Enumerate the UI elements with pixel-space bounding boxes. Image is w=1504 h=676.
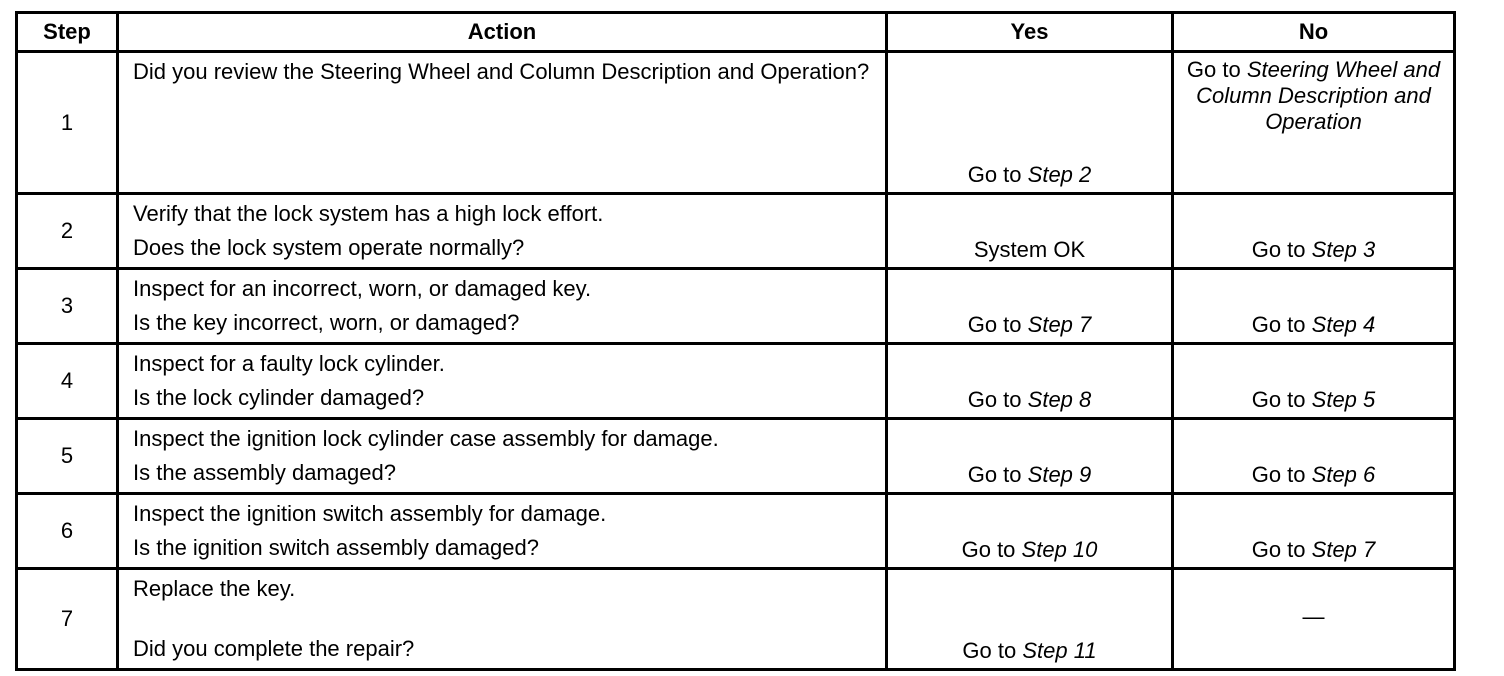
action-question: Is the assembly damaged? xyxy=(133,460,396,485)
yes-step-link[interactable]: Step 8 xyxy=(1027,387,1092,412)
step-number: 4 xyxy=(17,344,118,419)
yes-cell xyxy=(887,569,1173,670)
yes-prefix: Go to xyxy=(967,162,1022,187)
action-instruction: Verify that the lock system has a high lock effort. xyxy=(133,201,604,226)
yes-cell xyxy=(887,269,1173,344)
no-prefix: Go to xyxy=(1251,237,1306,262)
yes-step-link[interactable]: Step 9 xyxy=(1027,462,1092,487)
yes-cell xyxy=(887,52,1173,194)
action-question: Did you complete the repair? xyxy=(133,636,415,661)
header-step: Step xyxy=(17,13,118,52)
no-cell xyxy=(1173,52,1455,194)
yes-step-link[interactable]: Step 2 xyxy=(1027,162,1092,187)
step-number: 7 xyxy=(17,569,118,670)
no-step-link[interactable]: Step 4 xyxy=(1311,312,1376,337)
yes-step-link[interactable]: Step 7 xyxy=(1027,312,1092,337)
action-instruction: Replace the key. xyxy=(133,576,296,601)
step-number: 5 xyxy=(17,419,118,494)
yes-prefix: Go to xyxy=(967,462,1022,487)
header-yes: Yes xyxy=(887,13,1173,52)
no-cell xyxy=(1173,344,1455,419)
action-cell xyxy=(118,494,887,569)
yes-cell xyxy=(887,494,1173,569)
no-cell xyxy=(1173,269,1455,344)
action-question: Is the lock cylinder damaged? xyxy=(133,385,425,410)
no-step-link[interactable]: Step 5 xyxy=(1311,387,1376,412)
action-cell xyxy=(118,569,887,670)
yes-step-link[interactable]: Step 11 xyxy=(1022,638,1097,663)
header-action: Action xyxy=(118,13,887,52)
no-result: — xyxy=(1302,604,1325,629)
step-number: 2 xyxy=(17,194,118,269)
no-prefix: Go to xyxy=(1186,57,1241,82)
no-cell xyxy=(1173,494,1455,569)
action-instruction: Inspect for an incorrect, worn, or damaged key. xyxy=(133,276,592,301)
yes-prefix: Go to xyxy=(967,312,1022,337)
no-prefix: Go to xyxy=(1251,462,1306,487)
yes-result: System OK xyxy=(973,237,1086,262)
no-prefix: Go to xyxy=(1251,387,1306,412)
table-row xyxy=(17,269,1455,344)
action-question: Is the key incorrect, worn, or damaged? xyxy=(133,310,520,335)
no-cell xyxy=(1173,569,1455,670)
table-row xyxy=(17,52,1455,194)
header-no: No xyxy=(1173,13,1455,52)
no-prefix: Go to xyxy=(1251,537,1306,562)
yes-cell xyxy=(887,419,1173,494)
yes-prefix: Go to xyxy=(967,387,1022,412)
action-cell xyxy=(118,269,887,344)
header-row xyxy=(17,13,1455,52)
step-number: 1 xyxy=(17,52,118,194)
yes-cell xyxy=(887,344,1173,419)
no-cell xyxy=(1173,419,1455,494)
table-row xyxy=(17,194,1455,269)
no-cell xyxy=(1173,194,1455,269)
action-cell xyxy=(118,419,887,494)
step-number: 6 xyxy=(17,494,118,569)
action-text: Did you review the Steering Wheel and Column Description and Operation? xyxy=(133,59,870,84)
no-step-link[interactable]: Step 7 xyxy=(1311,537,1376,562)
diagnostic-table xyxy=(15,11,1456,671)
table-row xyxy=(17,419,1455,494)
yes-step-link[interactable]: Step 10 xyxy=(1021,537,1098,562)
yes-cell xyxy=(887,194,1173,269)
action-question: Does the lock system operate normally? xyxy=(133,235,525,260)
action-cell xyxy=(118,344,887,419)
table-row xyxy=(17,344,1455,419)
no-step-link[interactable]: Step 6 xyxy=(1311,462,1376,487)
no-step-link[interactable]: Step 3 xyxy=(1311,237,1376,262)
yes-prefix: Go to xyxy=(961,537,1016,562)
table-row xyxy=(17,569,1455,670)
action-instruction: Inspect the ignition switch assembly for damage. xyxy=(133,501,607,526)
step-number: 3 xyxy=(17,269,118,344)
action-instruction: Inspect for a faulty lock cylinder. xyxy=(133,351,445,376)
action-cell xyxy=(118,194,887,269)
no-prefix: Go to xyxy=(1251,312,1306,337)
action-instruction: Inspect the ignition lock cylinder case assembly for damage. xyxy=(133,426,719,451)
table-row xyxy=(17,494,1455,569)
action-cell xyxy=(118,52,887,194)
no-reference-link[interactable]: Steering Wheel and Column Description and Operation xyxy=(1196,57,1441,134)
yes-prefix: Go to xyxy=(962,638,1017,663)
action-question: Is the ignition switch assembly damaged? xyxy=(133,535,539,560)
